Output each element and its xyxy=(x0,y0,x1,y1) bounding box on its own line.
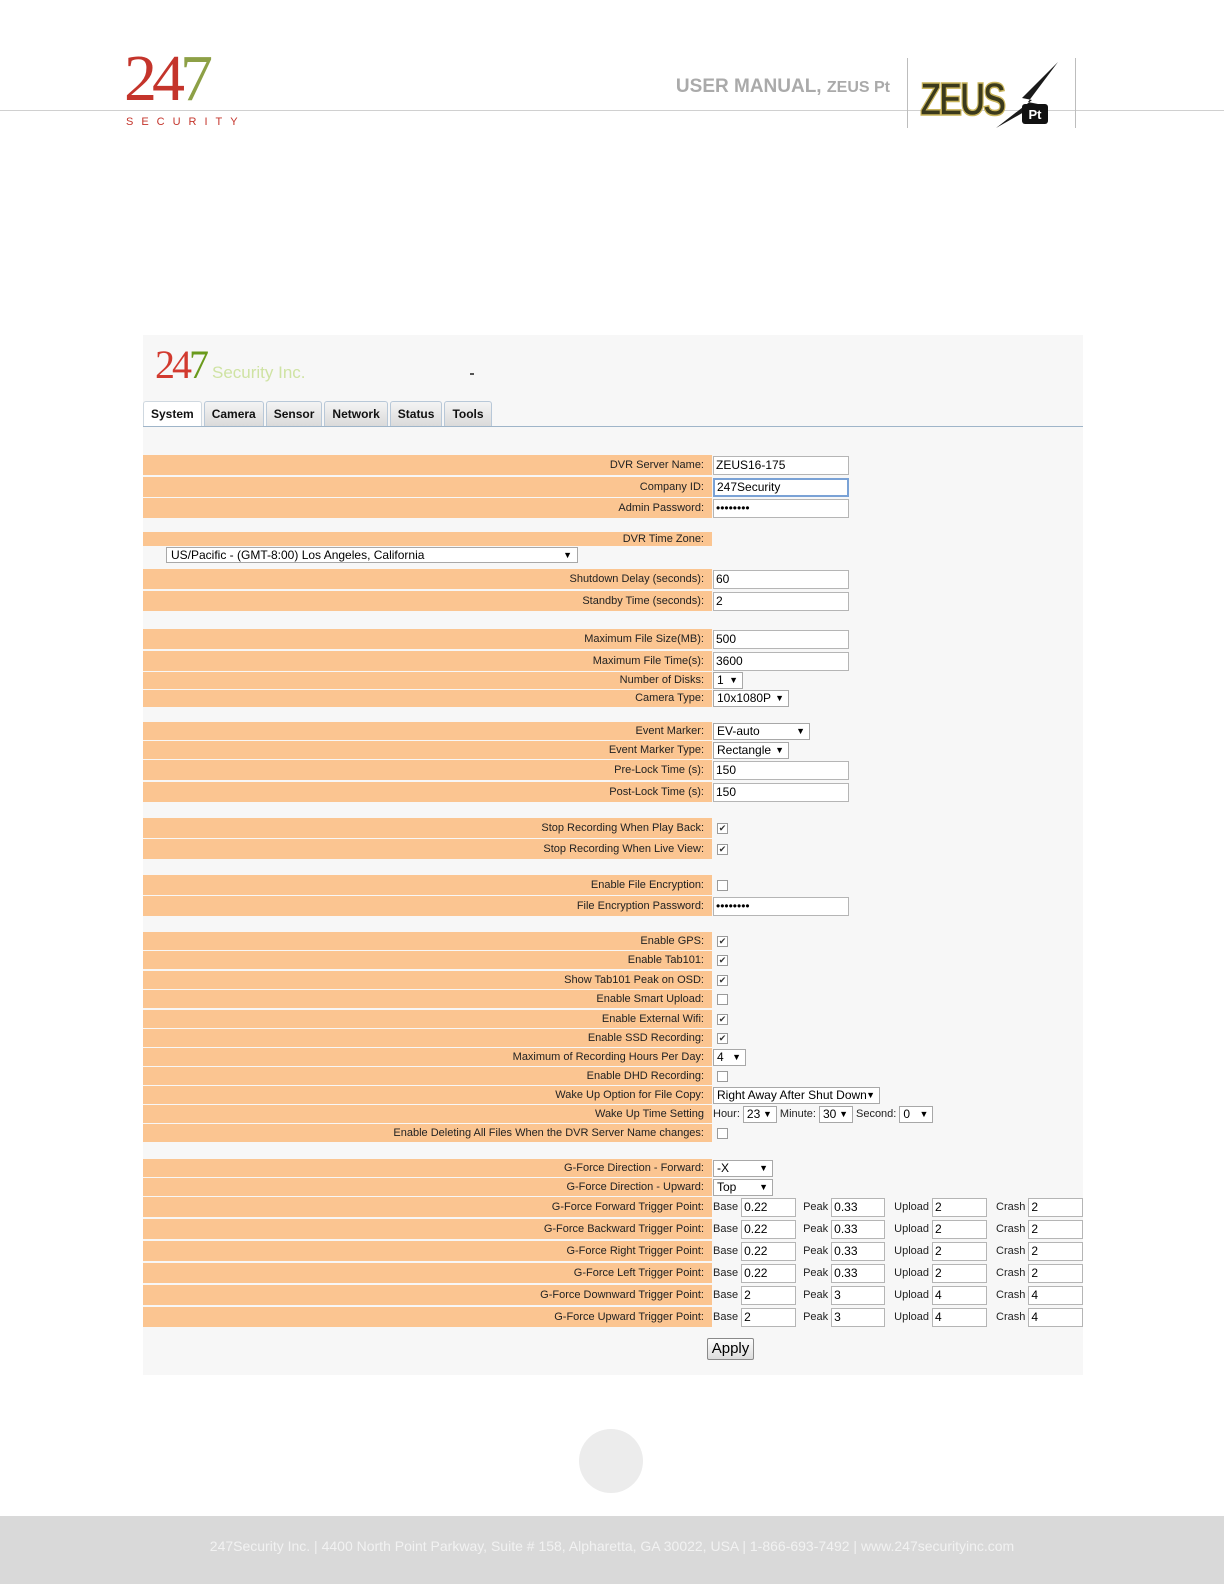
tab-camera[interactable]: Camera xyxy=(204,401,264,427)
enable-delete-all-checkbox[interactable] xyxy=(717,1128,728,1139)
post-lock-label: Post-Lock Time (s): xyxy=(143,782,712,802)
zeus-logo-text: ZEUS xyxy=(920,73,1005,125)
enable-dhd-rec-label: Enable DHD Recording: xyxy=(143,1067,712,1085)
enable-smart-upload-checkbox[interactable] xyxy=(717,994,728,1005)
base-label: Base xyxy=(713,1201,739,1213)
tab-sensor[interactable]: Sensor xyxy=(266,401,323,427)
event-marker-type-value: Rectangle xyxy=(717,742,772,757)
upload-label: Upload xyxy=(894,1267,930,1279)
peak-label: Peak xyxy=(803,1311,829,1323)
max-rec-hours-label: Maximum of Recording Hours Per Day: xyxy=(143,1048,712,1066)
stray-mark xyxy=(470,373,474,375)
gforce-trigger-label: G-Force Right Trigger Point: xyxy=(143,1241,712,1261)
crash-label: Crash xyxy=(996,1289,1026,1301)
max-file-size-input[interactable]: 500 xyxy=(713,630,849,649)
enable-smart-upload-label: Enable Smart Upload: xyxy=(143,990,712,1008)
dropdown-arrow-icon: ▼ xyxy=(775,744,784,755)
max-file-time-label: Maximum File Time(s): xyxy=(143,651,712,671)
show-tab101-peak-checkbox[interactable]: ✔ xyxy=(718,974,727,985)
peak-label: Peak xyxy=(803,1289,829,1301)
camera-type-value: 10x1080P xyxy=(717,691,772,705)
enable-ssd-rec-checkbox[interactable]: ✔ xyxy=(718,1032,727,1043)
max-file-size-label: Maximum File Size(MB): xyxy=(143,629,712,649)
zeus-pt-logo xyxy=(918,58,1068,132)
brand-digit: 4 xyxy=(152,42,180,115)
base-label: Base xyxy=(713,1267,739,1279)
event-marker-type-select[interactable] xyxy=(713,742,789,759)
stop-rec-liveview-label: Stop Recording When Live View: xyxy=(143,839,712,859)
camera-type-label: Camera Type: xyxy=(143,690,712,707)
upload-label: Upload xyxy=(894,1245,930,1257)
dvr-config-screenshot xyxy=(143,335,1083,1375)
gforce-trigger-label: G-Force Downward Trigger Point: xyxy=(143,1285,712,1305)
pre-lock-label: Pre-Lock Time (s): xyxy=(143,760,712,780)
peak-input[interactable]: 0.33 xyxy=(831,1198,885,1217)
tab-system[interactable]: System xyxy=(143,401,202,427)
stop-rec-playback-checkbox[interactable]: ✔ xyxy=(718,822,727,833)
enable-ssd-rec-label: Enable SSD Recording: xyxy=(143,1029,712,1047)
wake-up-option-label: Wake Up Option for File Copy: xyxy=(143,1086,712,1104)
dropdown-arrow-icon: ▼ xyxy=(729,675,738,685)
gforce-upward-dir-value: Top xyxy=(717,1179,737,1194)
brand-logo-digits xyxy=(124,42,208,115)
enable-gps-checkbox[interactable]: ✔ xyxy=(718,935,727,946)
event-marker-select[interactable] xyxy=(713,723,810,740)
shutdown-delay-label: Shutdown Delay (seconds): xyxy=(143,569,712,589)
time-zone-label: DVR Time Zone: xyxy=(143,532,712,546)
stop-rec-liveview-checkbox[interactable]: ✔ xyxy=(718,843,727,854)
dropdown-arrow-icon: ▼ xyxy=(759,1162,768,1173)
peak-input[interactable]: 0.33 xyxy=(831,1242,885,1261)
wake-up-option-select[interactable] xyxy=(713,1087,880,1104)
company-id-label: Company ID: xyxy=(143,477,712,497)
standby-time-input[interactable]: 2 xyxy=(713,592,849,611)
crash-label: Crash xyxy=(996,1245,1026,1257)
base-input[interactable]: 0.22 xyxy=(741,1264,796,1283)
dropdown-arrow-icon: ▼ xyxy=(839,1108,848,1119)
app-logo-digit: 2 xyxy=(155,342,172,387)
camera-type-select[interactable] xyxy=(713,690,789,707)
gforce-forward-dir-value: -X xyxy=(717,1160,729,1175)
base-input[interactable]: 0.22 xyxy=(741,1198,796,1217)
wake-minute-select[interactable] xyxy=(819,1106,853,1123)
dropdown-arrow-icon: ▼ xyxy=(775,693,784,703)
peak-input[interactable]: 0.33 xyxy=(831,1264,885,1283)
base-label: Base xyxy=(713,1311,739,1323)
upload-input[interactable]: 4 xyxy=(932,1286,987,1305)
upload-label: Upload xyxy=(894,1201,930,1213)
second-label: Second: xyxy=(855,1108,897,1120)
upload-input[interactable]: 2 xyxy=(932,1198,987,1217)
upload-input[interactable]: 2 xyxy=(932,1220,987,1239)
max-file-time-input[interactable]: 3600 xyxy=(713,652,849,671)
gforce-upward-dir-select[interactable] xyxy=(713,1179,773,1196)
post-lock-input[interactable]: 150 xyxy=(713,783,849,802)
file-enc-password-label: File Encryption Password: xyxy=(143,896,712,916)
base-label: Base xyxy=(713,1245,739,1257)
enable-file-enc-checkbox[interactable] xyxy=(717,880,728,891)
minute-label: Minute: xyxy=(779,1108,816,1120)
base-label: Base xyxy=(713,1223,739,1235)
crash-label: Crash xyxy=(996,1223,1026,1235)
tab-status[interactable]: Status xyxy=(390,401,443,427)
enable-ext-wifi-label: Enable External Wifi: xyxy=(143,1010,712,1028)
peak-label: Peak xyxy=(803,1245,829,1257)
crash-input[interactable]: 2 xyxy=(1028,1242,1083,1261)
crash-label: Crash xyxy=(996,1311,1026,1323)
dropdown-arrow-icon: ▼ xyxy=(866,1089,875,1100)
upload-input[interactable]: 2 xyxy=(932,1264,987,1283)
max-rec-hours-select[interactable] xyxy=(713,1049,746,1066)
wake-hour-select[interactable] xyxy=(743,1106,777,1123)
header-divider xyxy=(1075,58,1076,128)
crash-input[interactable]: 2 xyxy=(1028,1198,1083,1217)
brand-logo-247 xyxy=(124,42,246,128)
base-input[interactable]: 0.22 xyxy=(741,1242,796,1261)
dropdown-arrow-icon: ▼ xyxy=(563,550,572,560)
event-marker-value: EV-auto xyxy=(717,723,760,738)
gforce-trigger-label: G-Force Forward Trigger Point: xyxy=(143,1197,712,1217)
pt-badge-text: Pt xyxy=(1028,107,1042,122)
crash-input[interactable]: 4 xyxy=(1028,1286,1083,1305)
event-marker-label: Event Marker: xyxy=(143,722,712,740)
crash-label: Crash xyxy=(996,1201,1026,1213)
dropdown-arrow-icon: ▼ xyxy=(732,1051,741,1062)
admin-password-input[interactable]: •••••••• xyxy=(713,499,849,518)
company-id-input[interactable]: 247Security xyxy=(713,478,849,497)
gforce-trigger-label: G-Force Upward Trigger Point: xyxy=(143,1307,712,1327)
enable-tab101-checkbox[interactable]: ✔ xyxy=(718,954,727,965)
header-divider xyxy=(907,58,908,128)
crash-input[interactable]: 4 xyxy=(1028,1308,1083,1327)
base-input[interactable]: 2 xyxy=(741,1308,796,1327)
num-disks-value: 1 xyxy=(717,673,724,687)
upload-label: Upload xyxy=(894,1223,930,1235)
admin-password-label: Admin Password: xyxy=(143,498,712,518)
upload-label: Upload xyxy=(894,1289,930,1301)
base-input[interactable]: 2 xyxy=(741,1286,796,1305)
num-disks-select[interactable] xyxy=(713,672,743,689)
event-marker-type-label: Event Marker Type: xyxy=(143,741,712,759)
peak-input[interactable]: 3 xyxy=(831,1286,885,1305)
peak-label: Peak xyxy=(803,1223,829,1235)
wake-hour-value: 23 xyxy=(746,1106,761,1121)
footer-contact-text: 247Security Inc. | 4400 North Point Parkway, Suite # 158, Alpharetta, GA 30022, USA | 1-866-693-7492 | www.247securityinc.com xyxy=(209,1538,1015,1554)
manual-product-name: ZEUS Pt xyxy=(826,79,890,96)
base-label: Base xyxy=(713,1289,739,1301)
dropdown-arrow-icon: ▼ xyxy=(762,1108,772,1119)
brand-digit: 2 xyxy=(124,42,152,115)
wake-minute-value: 30 xyxy=(822,1106,837,1121)
tab-network[interactable]: Network xyxy=(324,401,387,427)
wake-up-option-value: Right Away After Shut Down xyxy=(717,1087,867,1102)
shutdown-delay-input[interactable]: 60 xyxy=(713,570,849,589)
wake-second-value: 0 xyxy=(903,1106,911,1121)
base-input[interactable]: 0.22 xyxy=(741,1220,796,1239)
max-rec-hours-value: 4 xyxy=(717,1049,724,1064)
dvr-server-name-input[interactable]: ZEUS16-175 xyxy=(713,456,849,475)
enable-delete-all-label: Enable Deleting All Files When the DVR Server Name changes: xyxy=(143,1124,712,1142)
dropdown-arrow-icon: ▼ xyxy=(919,1108,929,1119)
peak-input[interactable]: 0.33 xyxy=(831,1220,885,1239)
crash-input[interactable]: 2 xyxy=(1028,1220,1083,1239)
file-enc-password-input[interactable]: •••••••• xyxy=(713,897,849,916)
tab-tools[interactable]: Tools xyxy=(444,401,491,427)
enable-gps-label: Enable GPS: xyxy=(143,932,712,950)
crash-label: Crash xyxy=(996,1267,1026,1279)
upload-input[interactable]: 2 xyxy=(932,1242,987,1261)
time-zone-value: US/Pacific - (GMT-8:00) Los Angeles, California xyxy=(171,548,425,562)
dropdown-arrow-icon: ▼ xyxy=(796,725,805,736)
wake-second-select[interactable] xyxy=(899,1106,933,1123)
brand-tagline: SECURITY xyxy=(126,116,246,128)
gforce-trigger-label: G-Force Backward Trigger Point: xyxy=(143,1219,712,1239)
app-logo-digit: 4 xyxy=(172,342,189,387)
peak-input[interactable]: 3 xyxy=(831,1308,885,1327)
enable-dhd-rec-checkbox[interactable] xyxy=(717,1071,728,1082)
gforce-upward-dir-label: G-Force Direction - Upward: xyxy=(143,1178,712,1196)
dropdown-arrow-icon: ▼ xyxy=(759,1181,768,1192)
time-zone-select[interactable] xyxy=(166,547,578,563)
footer-bar xyxy=(0,1516,1224,1584)
brand-digit: 7 xyxy=(180,42,208,115)
num-disks-label: Number of Disks: xyxy=(143,672,712,689)
gforce-forward-dir-select[interactable] xyxy=(713,1160,773,1177)
tab-underline xyxy=(143,426,1083,427)
apply-button[interactable]: Apply xyxy=(707,1338,754,1360)
gforce-trigger-label: G-Force Left Trigger Point: xyxy=(143,1263,712,1283)
upload-label: Upload xyxy=(894,1311,930,1323)
tab-bar xyxy=(143,401,494,427)
show-tab101-peak-label: Show Tab101 Peak on OSD: xyxy=(143,971,712,989)
standby-time-label: Standby Time (seconds): xyxy=(143,591,712,611)
dvr-server-name-label: DVR Server Name: xyxy=(143,455,712,475)
wake-up-time-label: Wake Up Time Setting xyxy=(143,1105,712,1123)
manual-title-text: USER MANUAL, xyxy=(675,76,822,97)
crash-input[interactable]: 2 xyxy=(1028,1264,1083,1283)
app-logo-digit: 7 xyxy=(189,342,206,387)
app-logo xyxy=(155,341,306,388)
manual-title xyxy=(600,76,890,98)
page-number-circle xyxy=(579,1429,643,1493)
pre-lock-input[interactable]: 150 xyxy=(713,761,849,780)
enable-ext-wifi-checkbox[interactable]: ✔ xyxy=(718,1013,727,1024)
enable-file-enc-label: Enable File Encryption: xyxy=(143,875,712,895)
app-logo-company: Security Inc. xyxy=(212,363,306,382)
gforce-forward-dir-label: G-Force Direction - Forward: xyxy=(143,1159,712,1177)
enable-tab101-label: Enable Tab101: xyxy=(143,951,712,969)
upload-input[interactable]: 4 xyxy=(932,1308,987,1327)
stop-rec-playback-label: Stop Recording When Play Back: xyxy=(143,818,712,838)
hour-label: Hour: xyxy=(713,1108,740,1120)
peak-label: Peak xyxy=(803,1201,829,1213)
peak-label: Peak xyxy=(803,1267,829,1279)
